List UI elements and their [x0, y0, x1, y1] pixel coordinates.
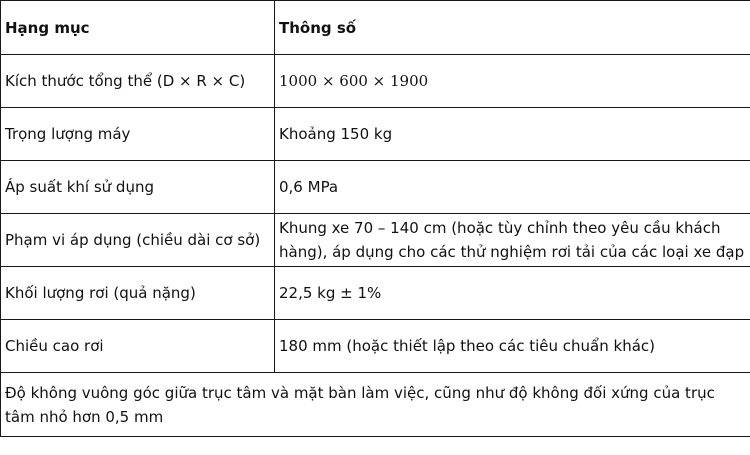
- row-label: Trọng lượng máy: [1, 108, 275, 161]
- row-value: 180 mm (hoặc thiết lập theo các tiêu chuẩn khác): [275, 320, 750, 373]
- row-value: 0,6 MPa: [275, 161, 750, 214]
- table-row: [1, 214, 750, 267]
- row-value: 1000 × 600 × 1900: [275, 55, 750, 108]
- row-label: Phạm vi áp dụng (chiều dài cơ sở): [1, 214, 275, 267]
- row-value: 22,5 kg ± 1%: [275, 267, 750, 320]
- table-row: [1, 108, 750, 161]
- table-footer-row: [1, 373, 750, 437]
- footer-note: Độ không vuông góc giữa trục tâm và mặt bàn làm việc, cũng như độ không đối xứng của trục tâm nhỏ hơn 0,5 mm: [1, 373, 750, 437]
- row-label: Chiều cao rơi: [1, 320, 275, 373]
- row-value: Khung xe 70 – 140 cm (hoặc tùy chỉnh theo yêu cầu khách hàng), áp dụng cho các thử nghiệm rơi tải của các loại xe đạp: [275, 214, 750, 267]
- table-row: [1, 320, 750, 373]
- row-value: Khoảng 150 kg: [275, 108, 750, 161]
- row-label: Khối lượng rơi (quả nặng): [1, 267, 275, 320]
- row-label: Kích thước tổng thể (D × R × C): [1, 55, 275, 108]
- row-label: Áp suất khí sử dụng: [1, 161, 275, 214]
- table-row: [1, 161, 750, 214]
- table-row: [1, 55, 750, 108]
- header-spec: Thông số: [275, 1, 750, 55]
- header-item: Hạng mục: [1, 1, 275, 55]
- table-header-row: [1, 1, 750, 55]
- table-row: [1, 267, 750, 320]
